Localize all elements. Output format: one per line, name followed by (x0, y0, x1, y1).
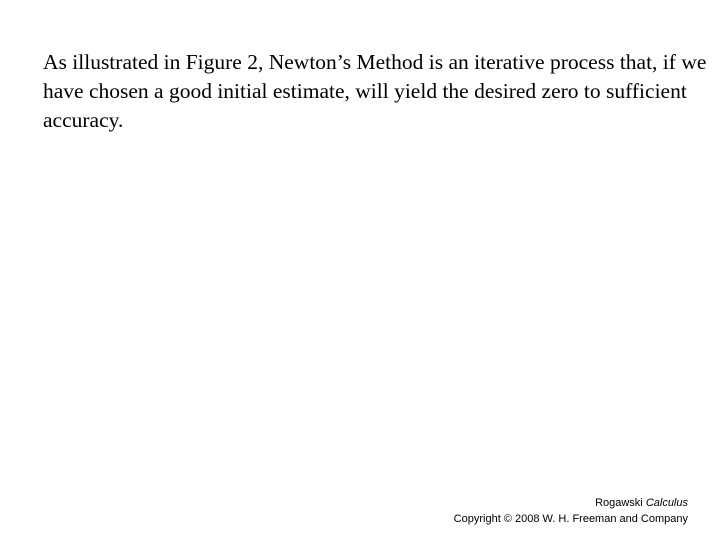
book-credit (454, 495, 688, 511)
copyright-notice: Copyright © 2008 W. H. Freeman and Company (453, 513, 688, 525)
body-paragraph: As illustrated in Figure 2, Newton’s Method is an iterative process that, if we have chosen a good initial estimate, will yield the desired zero to sufficient accuracy. (43, 50, 707, 132)
author-name: Rogawski (595, 497, 643, 509)
book-title: Calculus (645, 497, 688, 509)
credits-footer (454, 495, 688, 527)
